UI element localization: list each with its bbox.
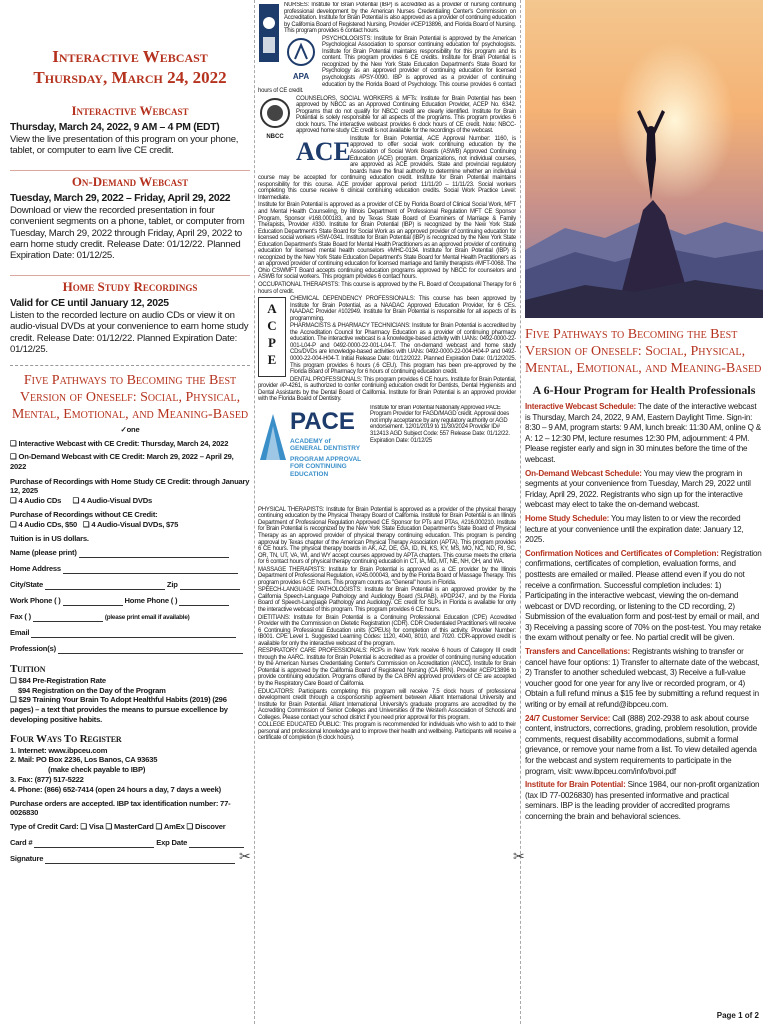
name-field[interactable] (79, 549, 229, 558)
webcast-text: View the live presentation of this program on your phone, tablet, or computer to earn live CE credit. (10, 134, 239, 157)
dvd-noce-checkbox[interactable]: ❑ 4 Audio-Visual DVDs, $75 (82, 519, 179, 529)
pace-sub-text: ACADEMY of GENERAL DENTISTRY (290, 437, 361, 453)
purchase-noce-label: Purchase of Recordings without CE Credit: (10, 510, 158, 520)
work-phone-field[interactable] (63, 597, 123, 606)
tuition-heading: Tuition (10, 663, 46, 676)
acpe-logo (258, 297, 286, 377)
iw-label: Interactive Webcast Schedule: (525, 402, 637, 411)
apa-logo-text: APA (292, 71, 310, 81)
od-text: You may view the program in segments at your convenience from Tuesday, March 29, 2022 until Friday, April 29, 2022. Registrants who sign up for the interactive webcast may elect to take the on-demand webcast. (525, 468, 751, 510)
tc-label: Transfers and Cancellations: (525, 647, 631, 657)
ibp-label: Institute for Brain Potential: (525, 780, 626, 790)
ot-text: OCCUPATIONAL THERAPISTS: This course is approved by the FL Board of Occupational Therapy for 6 hours of credit. (258, 281, 516, 295)
option-ondemand-checkbox[interactable]: ❑ On-Demand Webcast with CE Credit: March 29, 2022 – April 29, 2022 (10, 452, 234, 471)
signature-field[interactable] (45, 855, 235, 864)
pace-logo-text: PACE (290, 407, 355, 435)
work-phone-label: Work Phone ( ) (10, 595, 61, 605)
psychologists-text: PSYCHOLOGISTS: Institute for Brain Potential is approved by the American Psychological Association to sponsor continuing education for psychologists. Institute for Brain Potential maintains responsibility for this program and its content. This program provides 6 CE credits. Institute for Brain Potential is recognized by the New York State Education Department's State Board for Psychology as an approved provider of continuing education for licensed psychologists #PSY-0090. IBP is approved as a provider of continuing education by the Florida Board of Psychology. This course provides 6 contact hours of CE credit. (258, 35, 516, 95)
cs-text: Call (888) 202-2938 to ask about course content, instructors, corrections, grading, problem resolution, provide comments, request disability accommodations, submit a formal grievance, or remove your name from a list. To view detailed agenda for the webcast and system requirements to participate in the program, visit: www.ibpceu.com/info/bvoi.pdf (525, 713, 757, 776)
right-subtitle: A 6-Hour Program for Health Professionals (532, 383, 756, 397)
purchase-orders: Purchase orders are accepted. IBP tax identification number: 77-0026830 (10, 798, 231, 818)
home-address-field[interactable] (63, 565, 238, 574)
dental-text: DENTAL PROFESSIONALS: This program provides 6 CE hours. Institute for Brain Potential, provider #P-4261, is authorized to confer continuing education credit for Dentists, Dental Hygienists and Dental Assistants by the Dental Board of California. Institute for Brain Potential is an approved provider with the Florida Board of Dentistry. (258, 376, 516, 403)
nurses-text: NURSES: Institute for Brain Potential (IBP) is accredited as a provider of nursing continuing professional development by the American Nurses Credentialing Center's Commission on Accreditation. Institute for Brain Potential is also approved as a provider of continuing education by California Board of Registered Nursing, Provider #CEP13896, and Florida Board of Nursing. This program provides 6 contact hours. (284, 2, 516, 35)
apa-logo (284, 37, 318, 83)
ondemand-date: Tuesday, March 29, 2022 – Friday, April 29, 2022 (10, 192, 231, 204)
fax-field[interactable] (33, 613, 103, 622)
nbcc-logo-icon (259, 97, 291, 129)
chemical-dependency-text: CHEMICAL DEPENDENCY PROFESSIONALS: This course has been approved by Institute for Brain Potential, as a NAADAC Approved Education Provider, for 6 CEs. NAADAC Provider #102949. Institute for Brain Potential is responsible for all aspects of its programming. (290, 296, 516, 322)
physical-therapists-text: PHYSICAL THERAPISTS: Institute for Brain Potential is approved as a provider of the physical therapy continuing education by the Physical Therapy Board of California. Institute for Brain Potential is an Illinois Department of Professional Regulation Approved CE Sponsor for PTs and PTAs, #216.000210. Institute for Brain Potential is recognized by the New York State Education Department's State Board of Physical Therapy as an approved provider of physical therapy continuing education. This program is pending approval by Texas chapter of the American Physical Therapy Association (APTA). This program provides 6 CE hours. The physical therapy boards in AK, AZ, DE, GA, ID, IN, KS, KY, MS, MO, NC, ND, RI, SC, OR, TN, UT, VA, WI, and WY accept courses approved by APTA chapters. This course meets the criteria for 6 contact hours of physical therapy continuing education in CT, IA, MD, MT, NE, NH, OH, and WA. (258, 506, 516, 566)
form-title-b: Version of Oneself: (19, 390, 141, 406)
fold-line-right (520, 0, 521, 1024)
ondemand-heading: On-Demand Webcast (10, 170, 250, 190)
accreditation-column (258, 2, 516, 1020)
homestudy-heading: Home Study Recordings (10, 275, 250, 295)
email-label: Email (10, 628, 30, 638)
ways-heading: Four Ways To Register (10, 732, 122, 745)
check-one: ✓one (120, 425, 140, 435)
ace-logo (296, 136, 351, 171)
counselors-text: COUNSELORS, SOCIAL WORKERS & MFTs: Institute for Brain Potential has been approved by NBCC as an Approved Continuing Education Provider, ACEP No. 6342. Programs that do not qualify for NBCC credit are clearly identified. Institute for Brain Potential is solely responsible for all aspects of the programs. This program provides 6 clock hours. The interactive webcast provides 6 clock hours of CE credit. Note: NBCC-approved home study CE credit is not available for the recordings of the webcast. (296, 95, 516, 135)
home-phone-label: Home Phone ( ) (124, 595, 178, 605)
cd-noce-checkbox[interactable]: ❑ 4 Audio CDs, $50 (10, 519, 78, 529)
nurses-logo-icon (258, 3, 280, 63)
sunset-mountain-image (525, 0, 763, 318)
name-label: Name (please print) (10, 548, 77, 558)
ace-logo-text: ACE (296, 136, 351, 166)
way-internet: 1. Internet: www.ibpceu.com (10, 745, 108, 755)
way-phone: 4. Phone: (866) 652-7414 (open 24 hours a day, 7 days a week) (10, 784, 221, 794)
respiratory-text: RESPIRATORY CARE PROFESSIONALS: RCPs in New York receive 6 hours of Category III credit through the AARC. Institute for Brain Potential is accredited as a provider of continuing nursing education by the American Nurses Credentialing Center's Commission on Accreditation (ANCC). Institute for Brain Potential is approved by the California Board of Registered Nursing (CA BRN). Provider #CEP13896 to provide continuing education. Programs offered by the CA BRN approved providers of CE are accepted by the Respiratory Care Board of California. (258, 648, 516, 688)
city-state-field[interactable] (45, 581, 165, 590)
city-state-label: City/State (10, 580, 44, 590)
scissors-icon-left: ✂ (239, 848, 251, 864)
hs-text: You may listen to or view the recorded lecture at your convenience until the expiration date: January 12, 2025. (525, 513, 744, 545)
college-text: COLLEGE EDUCATED PUBLIC: This program is recommended for individuals who wish to add to their personal and professional knowledge and to improve their health and wellbeing. Participants will receive a certificate of completion (6 clock hours). (258, 722, 516, 742)
fax-label: Fax ( ) (10, 611, 31, 621)
conf-label: Confirmation Notices and Certificates of Completion: (525, 548, 719, 558)
professions-label: Profession(s) (10, 644, 56, 654)
card-number-field[interactable] (34, 839, 154, 848)
left-column (10, 20, 250, 1020)
fold-line-left (254, 0, 255, 1024)
pace-logo (258, 406, 366, 504)
slp-text: SPEECH-LANGUAGE PATHOLOGISTS: Institute for Brain Potential is an approved provider by the California Speech-Language Pathology and Audiology Board (SLPAB), #PDP247, and by the Florida Board of Speech-Language Pathology and Audiology. CE credit for SLPs in Florida is available for only the interactive webcast of this program. This program provides 6 CE hours. (258, 587, 516, 614)
purchase-ce-label: Purchase of Recordings with Home Study CE Credit: through January 12, 2025 (10, 476, 250, 496)
tc-text: Registrants wishing to transfer or cancel have four options: 1) Transfer to alternate date of the webcast, 2) Transfer to another scheduled webcast, 3) Receive a full-value voucher good for one year for any live or recorded program, or 4) Obtain a full refund minus a $15 fee by submitting a refund request in writing or by email at refund@ibpceu.com. (525, 647, 760, 710)
florida-text: Institute for Brain Potential is approved as a provider of CE by Florida Board of Clinical Social Work, MFT and Mental Health Counseling, by Illinois Department of Professional Regulation MFT CE Sponsor Program, Sponsor #168.000183, and by Texas State Board of Examiners of Marriage & Family Therapists, Provider #330. Institute for Brain Potential (IBP) is recognized by the New York State Education Department's State Board for Social Work as an approved provider of continuing education for licensed social workers #SW-0341. Institute for Brain Potential (IBP) is recognized by the New York State Education Department's State Board for Mental Health Practitioners as an approved provider of continuing education for licensed mental health counselors #MHC-0134. Institute for Brain Potential (IBP) is recognized by the New York State Education Department's State Board for Mental Health Practitioners as an approved provider of continuing education for licensed marriage and family therapists #MFT-0068. The Ohio CSWMFT Board accepts continuing education programs approved by NBCC for counselors and ASWB for social workers. This program provides 6 contact hours. (258, 202, 516, 281)
apa-logo-icon (286, 37, 316, 67)
iw-text: The date of the interactive webcast is Thursday, March 24, 2022, 9 AM, Eastern Daylight Time. Sign-in: 8:30 – 9 AM, program starts: 9 AM, lunch break: 11:30 AM, online Q & A: 12 – 12:30 PM, lecture resumes 12:30 PM, adjournment: 4 PM. Please register early and sign in 30 minutes before the time of the webcast. (525, 402, 761, 464)
fax-note: (please print email if available) (104, 613, 190, 621)
pace-logo-icon (258, 412, 288, 462)
way-fax: 3. Fax: (877) 517-5222 (10, 774, 84, 784)
pharmacists-text: PHARMACISTS & PHARMACY TECHNICIANS: Institute for Brain Potential is accredited by the Accreditation Council for Pharmacy Education as a provider of continuing pharmacy education. The interactive webcast is a knowledge-based activity with UANs: 0492-0000-22-001-L04-P and 0492-0000-22-001-L04-T. The on-demand webcast and home study CDs/DVDs are knowledge-based activities with UANs: 0492-0000-22-004-H04-P and 0492-0000-22-004-H04-T. Initial Release Date: 01/12/2022. Planned Expiration Date: 01/12/2025. This program provides 6 hours (.6 CEU). This program has been pre-approved by the Florida Board of Pharmacy for 6 hours of continuing education credit. (290, 323, 516, 376)
tuition-note: Tuition is in US dollars. (10, 533, 89, 543)
acpe-logo-text: ACPE (267, 301, 277, 368)
zip-label: Zip (166, 580, 178, 590)
webcast-date: Thursday, March 24, 2022, 9 AM – 4 PM (EDT) (10, 122, 220, 133)
right-column (525, 0, 763, 1024)
tuition-book-checkbox[interactable]: ❑ $29 Training Your Brain To Adopt Healthful Habits (2019) (296 pages) – a text that provides the means to pursue excellence by developing positive habits. (10, 695, 228, 724)
home-phone-field[interactable] (179, 597, 229, 606)
hs-label: Home Study Schedule: (525, 513, 610, 523)
left-title-line1: Interactive Webcast (52, 47, 208, 66)
od-label: On-Demand Webcast Schedule: (525, 468, 642, 478)
nbcc-logo-text: NBCC (266, 133, 284, 140)
dietitians-text: DIETITIANS: Institute for Brain Potential is a Continuing Professional Education (CPE) Accredited Provider with the Commission on Dietetic Registration (CDR). CDR Credentialed Practitioners will receive 6 Continuing Professional Education units (CPEUs) for completion of this activity. Provider Number: IB001. CPE Level 1. Suggested Learning Codes: 1120, 4040, 8010, and 7020. CDR-approved credit is available for only the interactive webcast of the program. (258, 614, 516, 647)
homestudy-date: Valid for CE until January 12, 2025 (10, 297, 169, 309)
home-address-label: Home Address (10, 564, 61, 574)
cd-ce-checkbox[interactable]: ❑ 4 Audio CDs (10, 496, 62, 506)
zip-field[interactable] (180, 581, 240, 590)
conf-text: Registration confirmations, certificates of completion, evaluation forms, and posttests are emailed or mailed. Please attend even if you do not receive a confirmation. Successful completion includes: 1) Participating in the interactive webcast, viewing the on-demand webcast or DVD recording, or listening to the CD recording, 2) Submission of the evaluation form and post-test by email or mail, and 3) Receiving a passing score of 70% on the post-test. You may retake the exam without penalty or fee. No partial credit will be given. (525, 548, 762, 643)
registration-form (10, 372, 250, 863)
homestudy-text: Listen to the recorded lecture on audio CDs or view it on audio-visual DVDs at your convenience to earn home study credit. Release Date: 01/12/22. Planned Expiration Date: 01/12/25. (10, 309, 249, 356)
way-mail: 2. Mail: PO Box 2236, Los Banos, CA 93635 (10, 755, 158, 765)
right-title-c: Social, Physical, (645, 344, 746, 359)
exp-date-field[interactable] (189, 839, 244, 848)
card-type-checkboxes[interactable]: Type of Credit Card: ❑ Visa ❑ MasterCard ❑ AmEx ❑ Discover (10, 822, 226, 832)
right-title-b: Version of Oneself: (525, 344, 646, 359)
massage-text: MASSAGE THERAPISTS: Institute for Brain Potential is approved as a CE provider by the Illinois Department of Professional Regulation, #245.000043, and by the Florida Board of Massage Therapy. This program provides 6 CE hours. This program counts as "General" hours in Florida. (258, 566, 516, 586)
scissors-icon-right: ✂ (513, 848, 525, 864)
cs-label: 24/7 Customer Service: (525, 713, 611, 723)
dvd-ce-checkbox[interactable]: ❑ 4 Audio-Visual DVDs (72, 496, 153, 506)
option-webcast-checkbox[interactable]: ❑ Interactive Webcast with CE Credit: Thursday, March 24, 2022 (10, 439, 229, 449)
professions-field[interactable] (58, 645, 243, 654)
pace-text: Institute for Brain Potential Nationally Approved PACE Program Provider for FAGD/MAGD credit. Approval does not imply acceptance by any regulatory authority or AGD endorsement. 12/01/2019 to 11/30/2024 Provider ID# 312413 AGD Subject Code: 557 Release Date: 01/12/22. Expiration Date: 01/12/25 (370, 404, 510, 444)
tuition-dayof: $94 Registration on the Day of the Program (18, 685, 166, 695)
form-title-c: Social, Physical, (140, 390, 241, 406)
page-number: Page 1 of 2 (716, 1011, 759, 1020)
exp-date-label: Exp Date (156, 837, 188, 847)
card-number-label: Card # (10, 837, 33, 847)
form-title-d: Mental, Emotional, and Meaning-Based (11, 407, 249, 423)
tuition-preregistration-checkbox[interactable]: ❑ $84 Pre-Registration Rate (10, 675, 106, 685)
way-mail-note: (make check payable to IBP) (48, 765, 146, 775)
webcast-heading: Interactive Webcast (71, 103, 189, 118)
ondemand-text: Download or view the recorded presentation in four convenient segments on a phone, tablet, or computer from Tuesday, March 29, 2022 through Friday, April 29, 2022 to earn home study credit. Release Date: 01/12/22. Planned Expiration Date: 01/12/25. (10, 204, 245, 262)
form-title-a: Five Pathways to Becoming the Best (23, 373, 237, 389)
ace-text: Institute for Brain Potential, ACE Approval Number: 1160, is approved to offer social work continuing education by the Association of Social Work Boards (ASWB) Approved Continuing Education (ACE) program. Organizations, not individual courses, are approved as ACE providers. State and provincial regulatory boards have the final authority to determine whether an individual course may be accepted for continuing education credit. Institute for Brain Potential maintains responsibility for this course. ACE provider approval period: 11/11/20 – 11/11/23. Social workers completing this course receive 6 clinical continuing education credits. Social Work Practice Level: Intermediate. (258, 135, 516, 201)
right-title-d: Mental, Emotional, and Meaning-Based (525, 361, 762, 376)
pace-sub2-text: PROGRAM APPROVAL FOR CONTINUING EDUCATION (290, 455, 362, 478)
educators-text: EDUCATORS: Participants completing this program will receive 7.5 clock hours of professional development credit through a cosponsorship agreement between Alliant International University and Institute for Brain Potential. Alliant International University's graduate programs are accredited by the Accrediting Commission of Senior Colleges and Universities of the Western Association of Schools and Colleges. Please contact your school district if you need prior approval for this program. (258, 688, 516, 721)
email-field[interactable] (31, 629, 236, 638)
right-title-a: Five Pathways to Becoming the Best (525, 327, 738, 342)
nbcc-logo (258, 97, 292, 141)
ibp-text: Since 1984, our non-profit organization (tax ID 77-0026830) has presented informative and practical seminars. IBP is the leading provider of accredited programs concerning the brain and behavioral sciences. (525, 780, 760, 821)
signature-label: Signature (10, 853, 44, 863)
left-title-line2: Thursday, March 24, 2022 (33, 68, 227, 87)
